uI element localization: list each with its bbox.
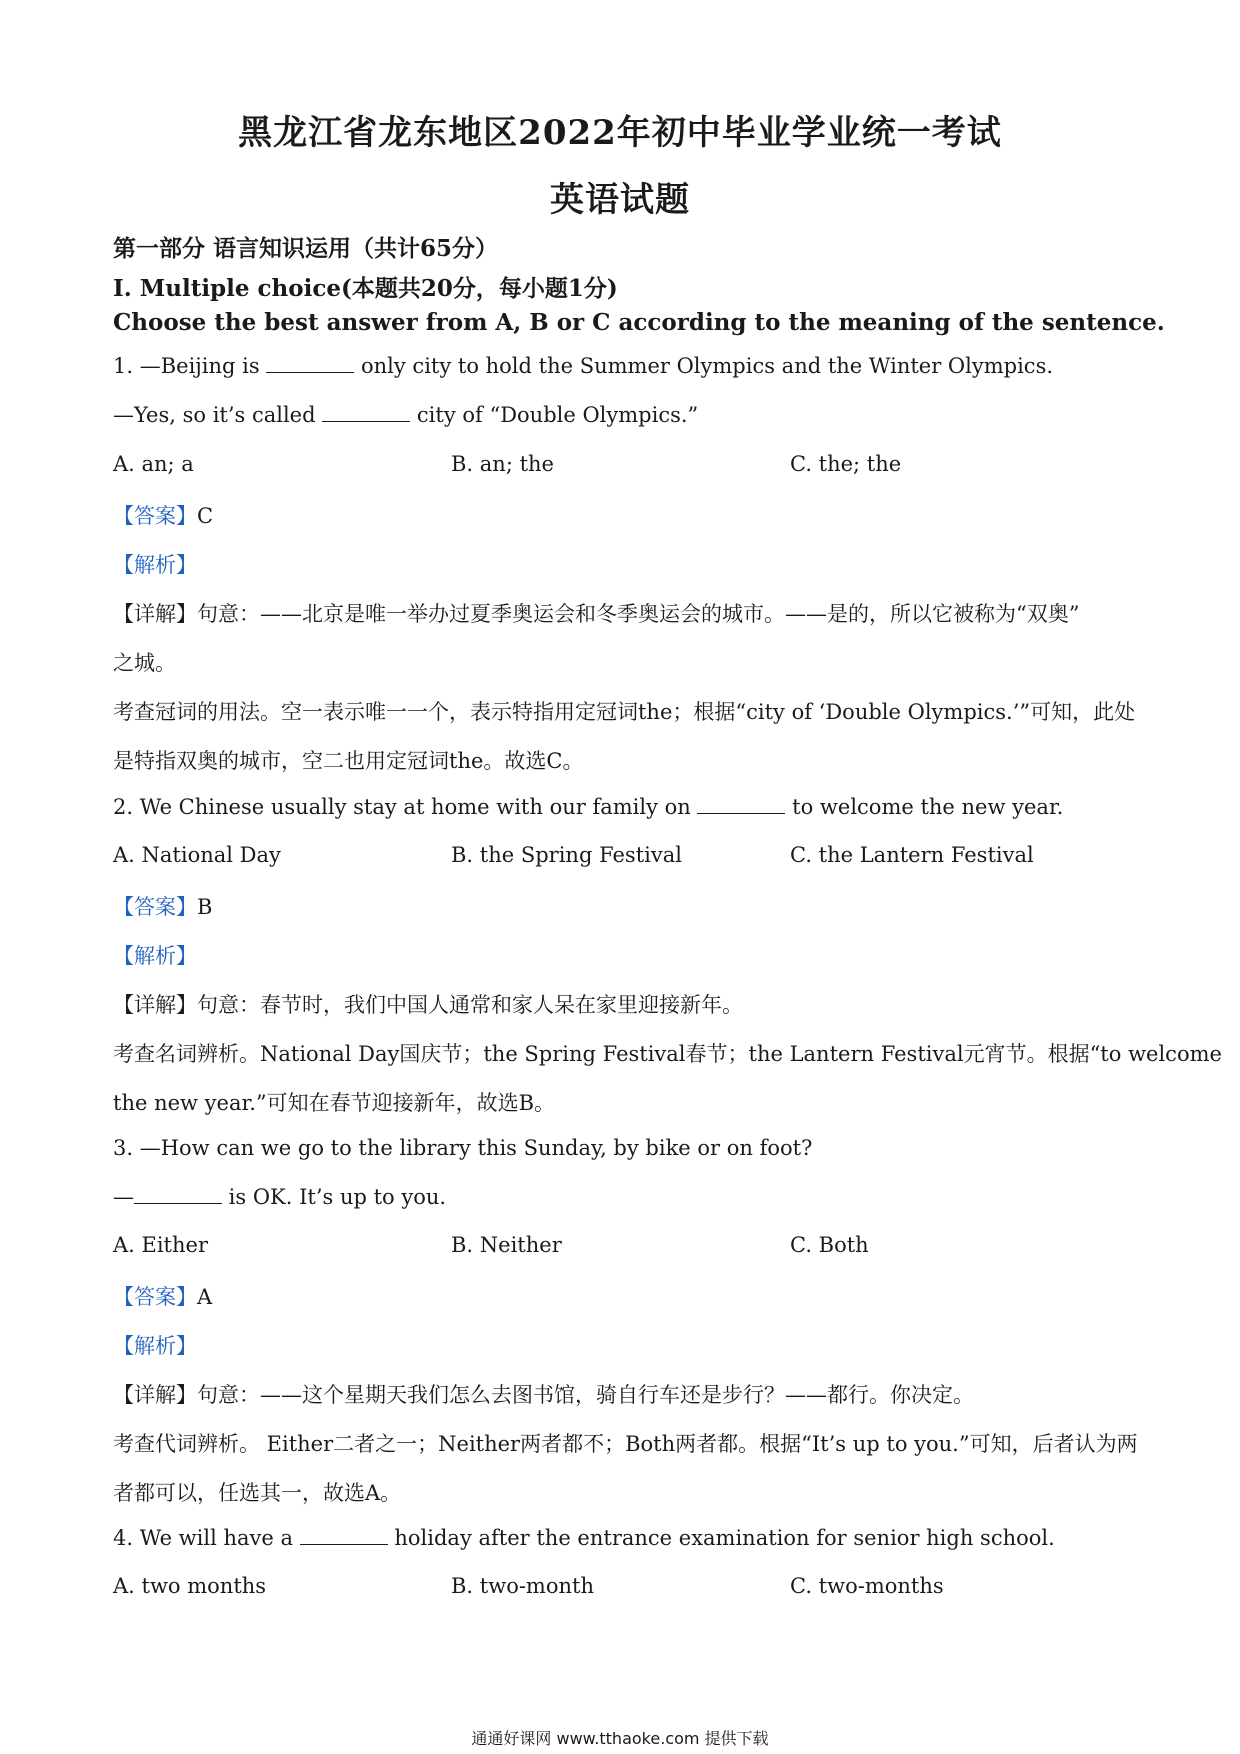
answer-blank xyxy=(266,354,354,373)
q1-detail-1 xyxy=(113,598,1133,628)
q2-option-c: C. the Lantern Festival xyxy=(790,843,1034,867)
answer-blank xyxy=(134,1185,222,1204)
q2-analysis xyxy=(113,940,1133,970)
q3-detail-text: 句意：——这个星期天我们怎么去图书馆，骑自行车还是步行？——都行。你决定。 xyxy=(197,1383,974,1407)
q2-detail-3: the new year.”可知在春节迎接新年，故选B。 xyxy=(113,1091,556,1115)
q1-detail-2: 之城。 xyxy=(113,651,176,675)
q2-answer-value: B xyxy=(197,895,213,919)
q1-detail-3: 考查冠词的用法。空一表示唯一一个，表示特指用定冠词the；根据“city of ‘Double Olympics.’”可知，此处 xyxy=(113,700,1136,724)
question-4-line-1 xyxy=(113,1526,1133,1550)
q4-text-pre: 4. We will have a xyxy=(113,1526,300,1550)
q3-answer-value: A xyxy=(197,1285,213,1309)
q2-answer xyxy=(113,891,1133,921)
question-2-line-1 xyxy=(113,795,1133,819)
q3-text2-pre: — xyxy=(113,1185,134,1209)
q1-option-c: C. the; the xyxy=(790,452,902,476)
exam-title: 黑龙江省龙东地区2022年初中毕业学业统一考试 xyxy=(238,113,1002,153)
q4-option-c: C. two-months xyxy=(790,1574,944,1598)
analysis-tag: 【解析】 xyxy=(113,1334,197,1358)
q3-answer xyxy=(113,1281,1133,1311)
answer-blank xyxy=(322,403,410,422)
q3-option-a: A. Either xyxy=(113,1233,208,1257)
q1-answer xyxy=(113,500,1133,530)
answer-blank xyxy=(300,1526,388,1545)
analysis-tag: 【解析】 xyxy=(113,944,197,968)
q1-option-b: B. an; the xyxy=(451,452,554,476)
q4-option-a: A. two months xyxy=(113,1574,267,1598)
answer-tag: 【答案】 xyxy=(113,504,197,528)
q1-text2-pre: —Yes, so it’s called xyxy=(113,403,323,427)
detail-tag: 【详解】 xyxy=(113,993,197,1017)
q4-text-post: holiday after the entrance examination for senior high school. xyxy=(387,1526,1055,1550)
answer-tag: 【答案】 xyxy=(113,895,197,919)
q3-text2-post: is OK. It’s up to you. xyxy=(222,1185,447,1209)
q1-answer-value: C xyxy=(197,504,214,528)
question-1-line-2 xyxy=(113,403,1133,427)
question-3-line-2 xyxy=(113,1185,1133,1209)
q1-text-post: only city to hold the Summer Olympics and the Winter Olympics. xyxy=(354,354,1054,378)
q2-text-post: to welcome the new year. xyxy=(785,795,1064,819)
exam-subtitle: 英语试题 xyxy=(550,180,690,220)
q2-option-a: A. National Day xyxy=(113,843,281,867)
section-instruction: Choose the best answer from A, B or C according to the meaning of the sentence. xyxy=(113,309,1165,336)
q3-detail-2: 考查代词辨析。 Either二者之一；Neither两者都不；Both两者都。根据“It’s up to you.”可知，后者认为两 xyxy=(113,1432,1138,1456)
page-footer: 通通好课网 www.tthaoke.com 提供下载 xyxy=(471,1729,769,1748)
q3-detail-1 xyxy=(113,1379,1133,1409)
q1-text-pre: 1. —Beijing is xyxy=(113,354,267,378)
question-1-line-1 xyxy=(113,354,1133,378)
answer-tag: 【答案】 xyxy=(113,1285,197,1309)
question-3-line-1: 3. —How can we go to the library this Sunday, by bike or on foot? xyxy=(113,1136,813,1160)
q2-detail-1 xyxy=(113,989,1133,1019)
q3-detail-3: 者都可以，任选其一，故选A。 xyxy=(113,1481,402,1505)
q3-option-c: C. Both xyxy=(790,1233,869,1257)
detail-tag: 【详解】 xyxy=(113,602,197,626)
q1-detail-4: 是特指双奥的城市，空二也用定冠词the。故选C。 xyxy=(113,749,584,773)
q2-detail-text: 句意：春节时，我们中国人通常和家人呆在家里迎接新年。 xyxy=(197,993,743,1017)
answer-blank xyxy=(697,795,785,814)
q2-detail-2: 考查名词辨析。National Day国庆节；the Spring Festival春节；the Lantern Festival元宵节。根据“to welcome xyxy=(113,1042,1222,1066)
q3-option-b: B. Neither xyxy=(451,1233,562,1257)
analysis-tag: 【解析】 xyxy=(113,553,197,577)
q1-option-a: A. an; a xyxy=(113,452,194,476)
q2-text-pre: 2. We Chinese usually stay at home with our family on xyxy=(113,795,698,819)
q1-text2-post: city of “Double Olympics.” xyxy=(410,403,699,427)
q2-option-b: B. the Spring Festival xyxy=(451,843,682,867)
section-heading: I. Multiple choice(本题共20分，每小题1分) xyxy=(113,275,618,302)
q3-analysis xyxy=(113,1330,1133,1360)
part-heading: 第一部分 语言知识运用（共计65分） xyxy=(113,235,499,262)
q1-analysis xyxy=(113,549,1133,579)
q1-detail-text: 句意：——北京是唯一举办过夏季奥运会和冬季奥运会的城市。——是的，所以它被称为“双奥” xyxy=(197,602,1080,626)
detail-tag: 【详解】 xyxy=(113,1383,197,1407)
q4-option-b: B. two-month xyxy=(451,1574,594,1598)
